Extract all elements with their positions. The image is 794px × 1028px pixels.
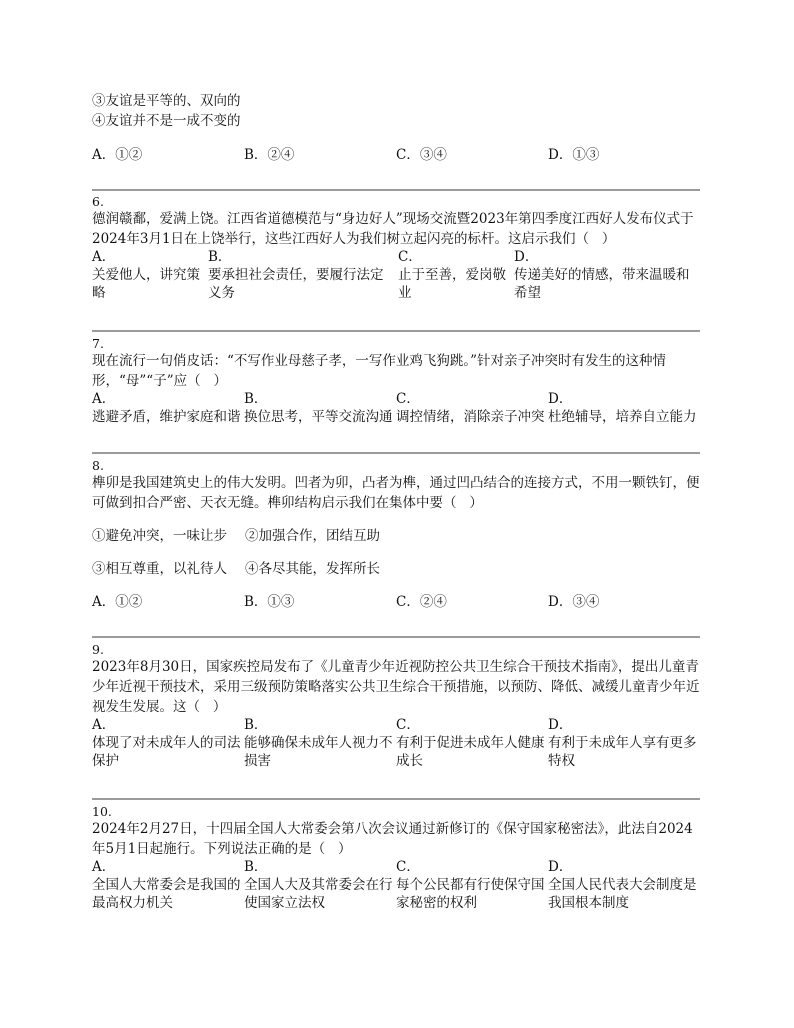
option-letter: D． (548, 859, 573, 875)
option-text: 有利于促进未成年人健康成长 (396, 735, 545, 769)
option-letter: B． (244, 717, 268, 733)
option-text: 要承担社会责任，要履行法定义务 (208, 267, 384, 301)
option-text: 关爱他人，讲究策略 (92, 267, 200, 301)
statement: ③相互尊重，以礼待人 (92, 561, 227, 577)
question-stem: 榫卯是我国建筑史上的伟大发明。凹者为卯，凸者为榫，通过凹凸结合的连接方式，不用一颗铁钉，便可做到扣合严密、天衣无缝。榫卯结构启示我们在集体中要（ ） (92, 475, 700, 511)
option-letter: D． (548, 391, 573, 407)
options (92, 391, 700, 426)
option-text: 逃避矛盾，维护家庭和谐 (92, 409, 241, 425)
option-a (92, 859, 244, 912)
option-letter: C． (396, 391, 420, 407)
option-letter: A． (92, 717, 116, 733)
question-number: 10. (92, 804, 112, 819)
statement: ④友谊并不是一成不变的 (92, 113, 241, 129)
question-6 (92, 195, 700, 302)
option-text: ①③ (572, 147, 600, 163)
option-b (244, 145, 396, 165)
option-letter: A． (92, 249, 116, 265)
question-divider (92, 798, 700, 800)
question-divider (92, 452, 700, 454)
option-text: ③④ (572, 594, 600, 610)
option-text: ①③ (267, 594, 295, 610)
statement: ④各尽其能，发挥所长 (245, 561, 380, 577)
option-letter: B． (244, 391, 268, 407)
option-text: 调控情绪，消除亲子冲突 (396, 409, 545, 425)
question-10 (92, 805, 700, 912)
options (92, 859, 700, 912)
option-a (92, 249, 208, 302)
option-letter: A． (92, 391, 116, 407)
options (92, 249, 700, 302)
option-text: ②④ (267, 147, 295, 163)
option-text: ②④ (419, 594, 447, 610)
option-letter: B． (244, 594, 268, 610)
option-text: ①② (115, 594, 143, 610)
question-number: 8. (92, 458, 104, 473)
statement: ①避免冲突，一味让步 (92, 528, 227, 544)
option-letter: D． (548, 594, 573, 610)
statement-row (92, 559, 700, 579)
option-b (244, 717, 396, 770)
option-letter: C． (396, 859, 420, 875)
option-d (548, 391, 700, 426)
option-text: 能够确保未成年人视力不损害 (244, 735, 393, 769)
option-text: 传递美好的情感，带来温暖和希望 (514, 267, 690, 301)
question-5-tail (92, 91, 700, 165)
option-d (548, 592, 700, 612)
option-d (514, 249, 700, 302)
option-letter: A． (92, 594, 116, 610)
option-letter: C． (396, 147, 420, 163)
option-letter: A． (92, 147, 116, 163)
statement-row (92, 526, 700, 546)
statement: ②加强合作，团结互助 (245, 528, 380, 544)
option-text: 止于至善，爱岗敬业 (398, 267, 506, 301)
question-number: 6. (92, 194, 104, 209)
statement: ③友谊是平等的、双向的 (92, 93, 241, 109)
question-stem: 现在流行一句俏皮话：“不写作业母慈子孝，一写作业鸡飞狗跳。”针对亲子冲突时有发生的这种情形，“母”“子”应（ ） (92, 353, 667, 389)
question-stem: 德润赣鄱，爱满上饶。江西省道德模范与“身边好人”现场交流暨2023年第四季度江西好人发布仪式于2024年3月1日在上饶举行，这些江西好人为我们树立起闪亮的标杆。这启示我们（ ） (92, 211, 694, 247)
option-letter: D． (548, 147, 573, 163)
question-stem: 2024年2月27日，十四届全国人大常委会第八次会议通过新修订的《保守国家秘密法》，此法自2024年5月1日起施行。下列说法正确的是（ ） (92, 821, 693, 857)
option-text: 有利于未成年人享有更多特权 (548, 735, 697, 769)
options (92, 592, 700, 612)
option-text: 杜绝辅导，培养自立能力 (548, 409, 697, 425)
option-c (396, 391, 548, 426)
option-a (92, 391, 244, 426)
option-b (244, 859, 396, 912)
option-d (548, 717, 700, 770)
option-a (92, 592, 244, 612)
option-text: 体现了对未成年人的司法保护 (92, 735, 241, 769)
option-letter: C． (398, 249, 422, 265)
option-b (208, 249, 398, 302)
option-letter: C． (396, 594, 420, 610)
question-divider (92, 189, 700, 191)
option-letter: B． (244, 859, 268, 875)
option-d (548, 145, 700, 165)
question-9 (92, 643, 700, 770)
option-text: ①② (115, 147, 143, 163)
option-letter: B． (244, 147, 268, 163)
option-letter: D． (514, 249, 539, 265)
option-text: 全国人民代表大会制度是我国根本制度 (548, 877, 697, 911)
option-c (398, 249, 514, 302)
question-7 (92, 337, 700, 426)
question-divider (92, 330, 700, 332)
option-letter: A． (92, 859, 116, 875)
option-d (548, 859, 700, 912)
question-number: 7. (92, 336, 104, 351)
question-divider (92, 636, 700, 638)
option-b (244, 391, 396, 426)
option-letter: B． (208, 249, 232, 265)
option-b (244, 592, 396, 612)
option-text: 换位思考，平等交流沟通 (244, 409, 393, 425)
option-c (396, 859, 548, 912)
question-8 (92, 459, 700, 612)
options (92, 145, 700, 165)
option-c (396, 145, 548, 165)
options (92, 717, 700, 770)
option-letter: D． (548, 717, 573, 733)
option-text: 每个公民都有行使保守国家秘密的权利 (396, 877, 545, 911)
option-a (92, 717, 244, 770)
option-text: 全国人大常委会是我国的最高权力机关 (92, 877, 241, 911)
option-c (396, 592, 548, 612)
option-letter: C． (396, 717, 420, 733)
option-a (92, 145, 244, 165)
option-text: 全国人大及其常委会在行使国家立法权 (244, 877, 393, 911)
question-stem: 2023年8月30日，国家疾控局发布了《儿童青少年近视防控公共卫生综合干预技术指南》，提出儿童青少年近视干预技术，采用三级预防策略落实公共卫生综合干预措施，以预防、降低、减缓儿童青少年近视发生发展。这（ ） (92, 659, 700, 715)
question-number: 9. (92, 642, 104, 657)
option-text: ③④ (419, 147, 447, 163)
option-c (396, 717, 548, 770)
